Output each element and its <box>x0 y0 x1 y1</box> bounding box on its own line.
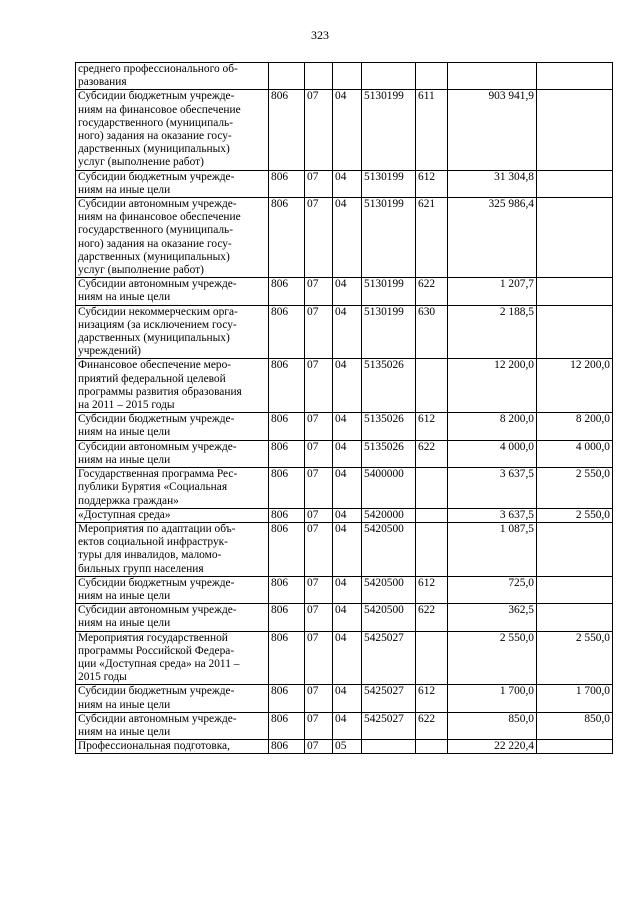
item-name-cell <box>76 440 269 467</box>
item-name-line: ции «Доступная среда» на 2011 – <box>78 657 240 670</box>
item-name-line: ниям на иные цели <box>78 725 171 738</box>
item-name-line: Субсидии автономным учрежде- <box>78 440 237 453</box>
budget-table <box>75 62 613 754</box>
table-row <box>76 508 613 522</box>
section-code-cell: 07 <box>305 685 333 712</box>
ministry-code-cell: 806 <box>269 90 305 170</box>
subsection-code-cell: 04 <box>333 685 362 712</box>
total-amount-cell: 325 986,4 <box>448 198 537 278</box>
ministry-code-cell: 806 <box>269 712 305 739</box>
table-row <box>76 359 613 413</box>
ministry-code-cell: 806 <box>269 468 305 509</box>
federal-amount-cell <box>537 305 613 359</box>
expense-type-cell <box>416 63 448 90</box>
item-name-cell <box>76 740 269 754</box>
section-code-cell: 07 <box>305 712 333 739</box>
subsection-code-cell: 04 <box>333 413 362 440</box>
subsection-code-cell: 04 <box>333 468 362 509</box>
section-code-cell: 07 <box>305 522 333 576</box>
expense-type-cell <box>416 359 448 413</box>
item-name-line: дарственных (муниципальных) <box>78 250 230 263</box>
ministry-code-cell: 806 <box>269 576 305 603</box>
item-name-line: Мероприятия государственной <box>78 631 228 644</box>
section-code-cell: 07 <box>305 576 333 603</box>
item-name-line: услуг (выполнение работ) <box>78 264 204 277</box>
item-name-cell <box>76 90 269 170</box>
section-code-cell: 07 <box>305 278 333 305</box>
expense-type-cell: 622 <box>416 604 448 631</box>
target-article-cell: 5135026 <box>362 440 416 467</box>
subsection-code-cell: 04 <box>333 440 362 467</box>
item-name-line: Мероприятия по адаптации объ- <box>78 522 236 535</box>
target-article-cell: 5130199 <box>362 170 416 197</box>
budget-table-body <box>76 63 613 754</box>
item-name-line: туры для инвалидов, маломо- <box>78 549 222 562</box>
subsection-code-cell: 04 <box>333 198 362 278</box>
item-name-line: программы Российской Федера- <box>78 644 235 657</box>
expense-type-cell <box>416 740 448 754</box>
item-name-line: Субсидии бюджетным учрежде- <box>78 90 235 103</box>
target-article-cell: 5135026 <box>362 413 416 440</box>
federal-amount-cell <box>537 278 613 305</box>
item-name-cell <box>76 63 269 90</box>
item-name-line: ниям на иные цели <box>78 617 171 630</box>
total-amount-cell: 3 637,5 <box>448 468 537 509</box>
item-name-line: ниям на иные цели <box>78 183 171 196</box>
subsection-code-cell: 04 <box>333 712 362 739</box>
table-row <box>76 198 613 278</box>
subsection-code-cell: 04 <box>333 508 362 522</box>
item-name-cell <box>76 170 269 197</box>
expense-type-cell <box>416 508 448 522</box>
target-article-cell: 5420000 <box>362 508 416 522</box>
table-row <box>76 440 613 467</box>
item-name-line: Субсидии автономным учрежде- <box>78 198 237 211</box>
federal-amount-cell <box>537 90 613 170</box>
ministry-code-cell: 806 <box>269 440 305 467</box>
item-name-line: ниям на финансовое обеспечение <box>78 103 241 116</box>
subsection-code-cell: 05 <box>333 740 362 754</box>
item-name-cell <box>76 508 269 522</box>
item-name-line: Субсидии бюджетным учрежде- <box>78 413 235 426</box>
ministry-code-cell: 806 <box>269 522 305 576</box>
item-name-line: бильных групп населения <box>78 562 204 575</box>
item-name-cell <box>76 712 269 739</box>
item-name-line: Субсидии автономным учрежде- <box>78 278 237 291</box>
subsection-code-cell: 04 <box>333 305 362 359</box>
item-name-line: приятий федеральной целевой <box>78 372 226 385</box>
federal-amount-cell: 8 200,0 <box>537 413 613 440</box>
expense-type-cell: 622 <box>416 278 448 305</box>
subsection-code-cell: 04 <box>333 631 362 685</box>
item-name-line: дарственных (муниципальных) <box>78 143 230 156</box>
section-code-cell: 07 <box>305 198 333 278</box>
item-name-cell <box>76 278 269 305</box>
item-name-line: ниям на финансовое обеспечение <box>78 211 241 224</box>
item-name-line: Профессиональная подготовка, <box>78 740 230 753</box>
target-article-cell: 5425027 <box>362 631 416 685</box>
table-row <box>76 278 613 305</box>
total-amount-cell: 1 087,5 <box>448 522 537 576</box>
ministry-code-cell: 806 <box>269 359 305 413</box>
expense-type-cell: 611 <box>416 90 448 170</box>
expense-type-cell: 612 <box>416 685 448 712</box>
subsection-code-cell: 04 <box>333 170 362 197</box>
item-name-line: учреждений) <box>78 345 141 358</box>
total-amount-cell: 1 700,0 <box>448 685 537 712</box>
federal-amount-cell <box>537 740 613 754</box>
item-name-line: дарственных (муниципальных) <box>78 332 230 345</box>
item-name-cell <box>76 631 269 685</box>
ministry-code-cell: 806 <box>269 170 305 197</box>
federal-amount-cell: 4 000,0 <box>537 440 613 467</box>
item-name-line: ного) задания на оказание госу- <box>78 130 232 143</box>
total-amount-cell: 22 220,4 <box>448 740 537 754</box>
section-code-cell: 07 <box>305 508 333 522</box>
table-row <box>76 468 613 509</box>
target-article-cell: 5130199 <box>362 90 416 170</box>
item-name-line: публики Бурятия «Социальная <box>78 481 228 494</box>
item-name-cell <box>76 468 269 509</box>
table-row <box>76 170 613 197</box>
subsection-code-cell: 04 <box>333 278 362 305</box>
target-article-cell: 5135026 <box>362 359 416 413</box>
item-name-line: на 2011 – 2015 годы <box>78 399 175 412</box>
expense-type-cell: 622 <box>416 712 448 739</box>
target-article-cell <box>362 740 416 754</box>
total-amount-cell: 1 207,7 <box>448 278 537 305</box>
target-article-cell: 5420500 <box>362 576 416 603</box>
item-name-cell <box>76 685 269 712</box>
ministry-code-cell: 806 <box>269 413 305 440</box>
item-name-cell <box>76 413 269 440</box>
section-code-cell: 07 <box>305 90 333 170</box>
federal-amount-cell: 2 550,0 <box>537 631 613 685</box>
total-amount-cell: 2 550,0 <box>448 631 537 685</box>
item-name-line: Субсидии некоммерческим орга- <box>78 305 238 318</box>
section-code-cell: 07 <box>305 631 333 685</box>
item-name-line: ектов социальной инфраструк- <box>78 536 228 549</box>
expense-type-cell: 612 <box>416 170 448 197</box>
federal-amount-cell <box>537 576 613 603</box>
item-name-line: Финансовое обеспечение меро- <box>78 359 232 372</box>
item-name-line: ного) задания на оказание госу- <box>78 237 232 250</box>
total-amount-cell: 3 637,5 <box>448 508 537 522</box>
item-name-line: программы развития образования <box>78 385 242 398</box>
item-name-line: государственного (муниципаль- <box>78 224 234 237</box>
total-amount-cell: 903 941,9 <box>448 90 537 170</box>
target-article-cell: 5420500 <box>362 604 416 631</box>
federal-amount-cell: 2 550,0 <box>537 468 613 509</box>
table-row <box>76 740 613 754</box>
item-name-line: среднего профессионального об- <box>78 63 238 75</box>
subsection-code-cell: 04 <box>333 359 362 413</box>
expense-type-cell: 612 <box>416 576 448 603</box>
item-name-line: низациям (за исключением госу- <box>78 318 237 331</box>
expense-type-cell <box>416 522 448 576</box>
table-row <box>76 522 613 576</box>
item-name-line: ниям на иные цели <box>78 291 171 304</box>
item-name-line: ниям на иные цели <box>78 426 171 439</box>
expense-type-cell <box>416 468 448 509</box>
item-name-line: разования <box>78 76 127 89</box>
federal-amount-cell <box>537 170 613 197</box>
table-row <box>76 305 613 359</box>
section-code-cell: 07 <box>305 468 333 509</box>
total-amount-cell: 31 304,8 <box>448 170 537 197</box>
federal-amount-cell: 850,0 <box>537 712 613 739</box>
section-code-cell: 07 <box>305 740 333 754</box>
target-article-cell: 5425027 <box>362 712 416 739</box>
item-name-cell <box>76 522 269 576</box>
item-name-line: Государственная программа Рес- <box>78 468 238 481</box>
item-name-cell <box>76 198 269 278</box>
federal-amount-cell <box>537 198 613 278</box>
item-name-line: услуг (выполнение работ) <box>78 156 204 169</box>
item-name-line: Субсидии бюджетным учрежде- <box>78 685 235 698</box>
item-name-line: «Доступная среда» <box>78 508 171 521</box>
total-amount-cell: 8 200,0 <box>448 413 537 440</box>
page-number: 323 <box>311 28 329 42</box>
expense-type-cell: 622 <box>416 440 448 467</box>
total-amount-cell: 2 188,5 <box>448 305 537 359</box>
subsection-code-cell <box>333 63 362 90</box>
section-code-cell: 07 <box>305 170 333 197</box>
federal-amount-cell <box>537 63 613 90</box>
target-article-cell: 5130199 <box>362 198 416 278</box>
total-amount-cell <box>448 63 537 90</box>
target-article-cell: 5420500 <box>362 522 416 576</box>
item-name-cell <box>76 604 269 631</box>
total-amount-cell: 850,0 <box>448 712 537 739</box>
item-name-line: Субсидии автономным учрежде- <box>78 604 237 617</box>
item-name-line: Субсидии бюджетным учрежде- <box>78 576 235 589</box>
table-row <box>76 604 613 631</box>
subsection-code-cell: 04 <box>333 604 362 631</box>
ministry-code-cell: 806 <box>269 685 305 712</box>
table-row <box>76 576 613 603</box>
expense-type-cell: 621 <box>416 198 448 278</box>
item-name-line: ниям на иные цели <box>78 698 171 711</box>
section-code-cell: 07 <box>305 305 333 359</box>
item-name-line: государственного (муниципаль- <box>78 116 234 129</box>
target-article-cell: 5130199 <box>362 278 416 305</box>
total-amount-cell: 4 000,0 <box>448 440 537 467</box>
target-article-cell <box>362 63 416 90</box>
ministry-code-cell: 806 <box>269 740 305 754</box>
item-name-line: ниям на иные цели <box>78 453 171 466</box>
target-article-cell: 5400000 <box>362 468 416 509</box>
expense-type-cell <box>416 631 448 685</box>
federal-amount-cell <box>537 604 613 631</box>
table-row <box>76 63 613 90</box>
ministry-code-cell: 806 <box>269 508 305 522</box>
subsection-code-cell: 04 <box>333 522 362 576</box>
ministry-code-cell: 806 <box>269 604 305 631</box>
item-name-line: Субсидии бюджетным учрежде- <box>78 170 235 183</box>
expense-type-cell: 630 <box>416 305 448 359</box>
item-name-line: Субсидии автономным учрежде- <box>78 712 237 725</box>
item-name-line: ниям на иные цели <box>78 589 171 602</box>
item-name-line: поддержка граждан» <box>78 494 179 507</box>
table-row <box>76 631 613 685</box>
table-row <box>76 685 613 712</box>
ministry-code-cell: 806 <box>269 278 305 305</box>
section-code-cell: 07 <box>305 359 333 413</box>
ministry-code-cell: 806 <box>269 631 305 685</box>
federal-amount-cell: 2 550,0 <box>537 508 613 522</box>
item-name-cell <box>76 576 269 603</box>
total-amount-cell: 362,5 <box>448 604 537 631</box>
subsection-code-cell: 04 <box>333 90 362 170</box>
target-article-cell: 5130199 <box>362 305 416 359</box>
section-code-cell: 07 <box>305 413 333 440</box>
table-row <box>76 413 613 440</box>
total-amount-cell: 725,0 <box>448 576 537 603</box>
item-name-cell <box>76 359 269 413</box>
ministry-code-cell <box>269 63 305 90</box>
section-code-cell <box>305 63 333 90</box>
federal-amount-cell: 1 700,0 <box>537 685 613 712</box>
section-code-cell: 07 <box>305 440 333 467</box>
federal-amount-cell: 12 200,0 <box>537 359 613 413</box>
target-article-cell: 5425027 <box>362 685 416 712</box>
ministry-code-cell: 806 <box>269 305 305 359</box>
section-code-cell: 07 <box>305 604 333 631</box>
subsection-code-cell: 04 <box>333 576 362 603</box>
federal-amount-cell <box>537 522 613 576</box>
item-name-line: 2015 годы <box>78 671 127 684</box>
expense-type-cell: 612 <box>416 413 448 440</box>
item-name-cell <box>76 305 269 359</box>
table-row <box>76 90 613 170</box>
ministry-code-cell: 806 <box>269 198 305 278</box>
table-row <box>76 712 613 739</box>
total-amount-cell: 12 200,0 <box>448 359 537 413</box>
